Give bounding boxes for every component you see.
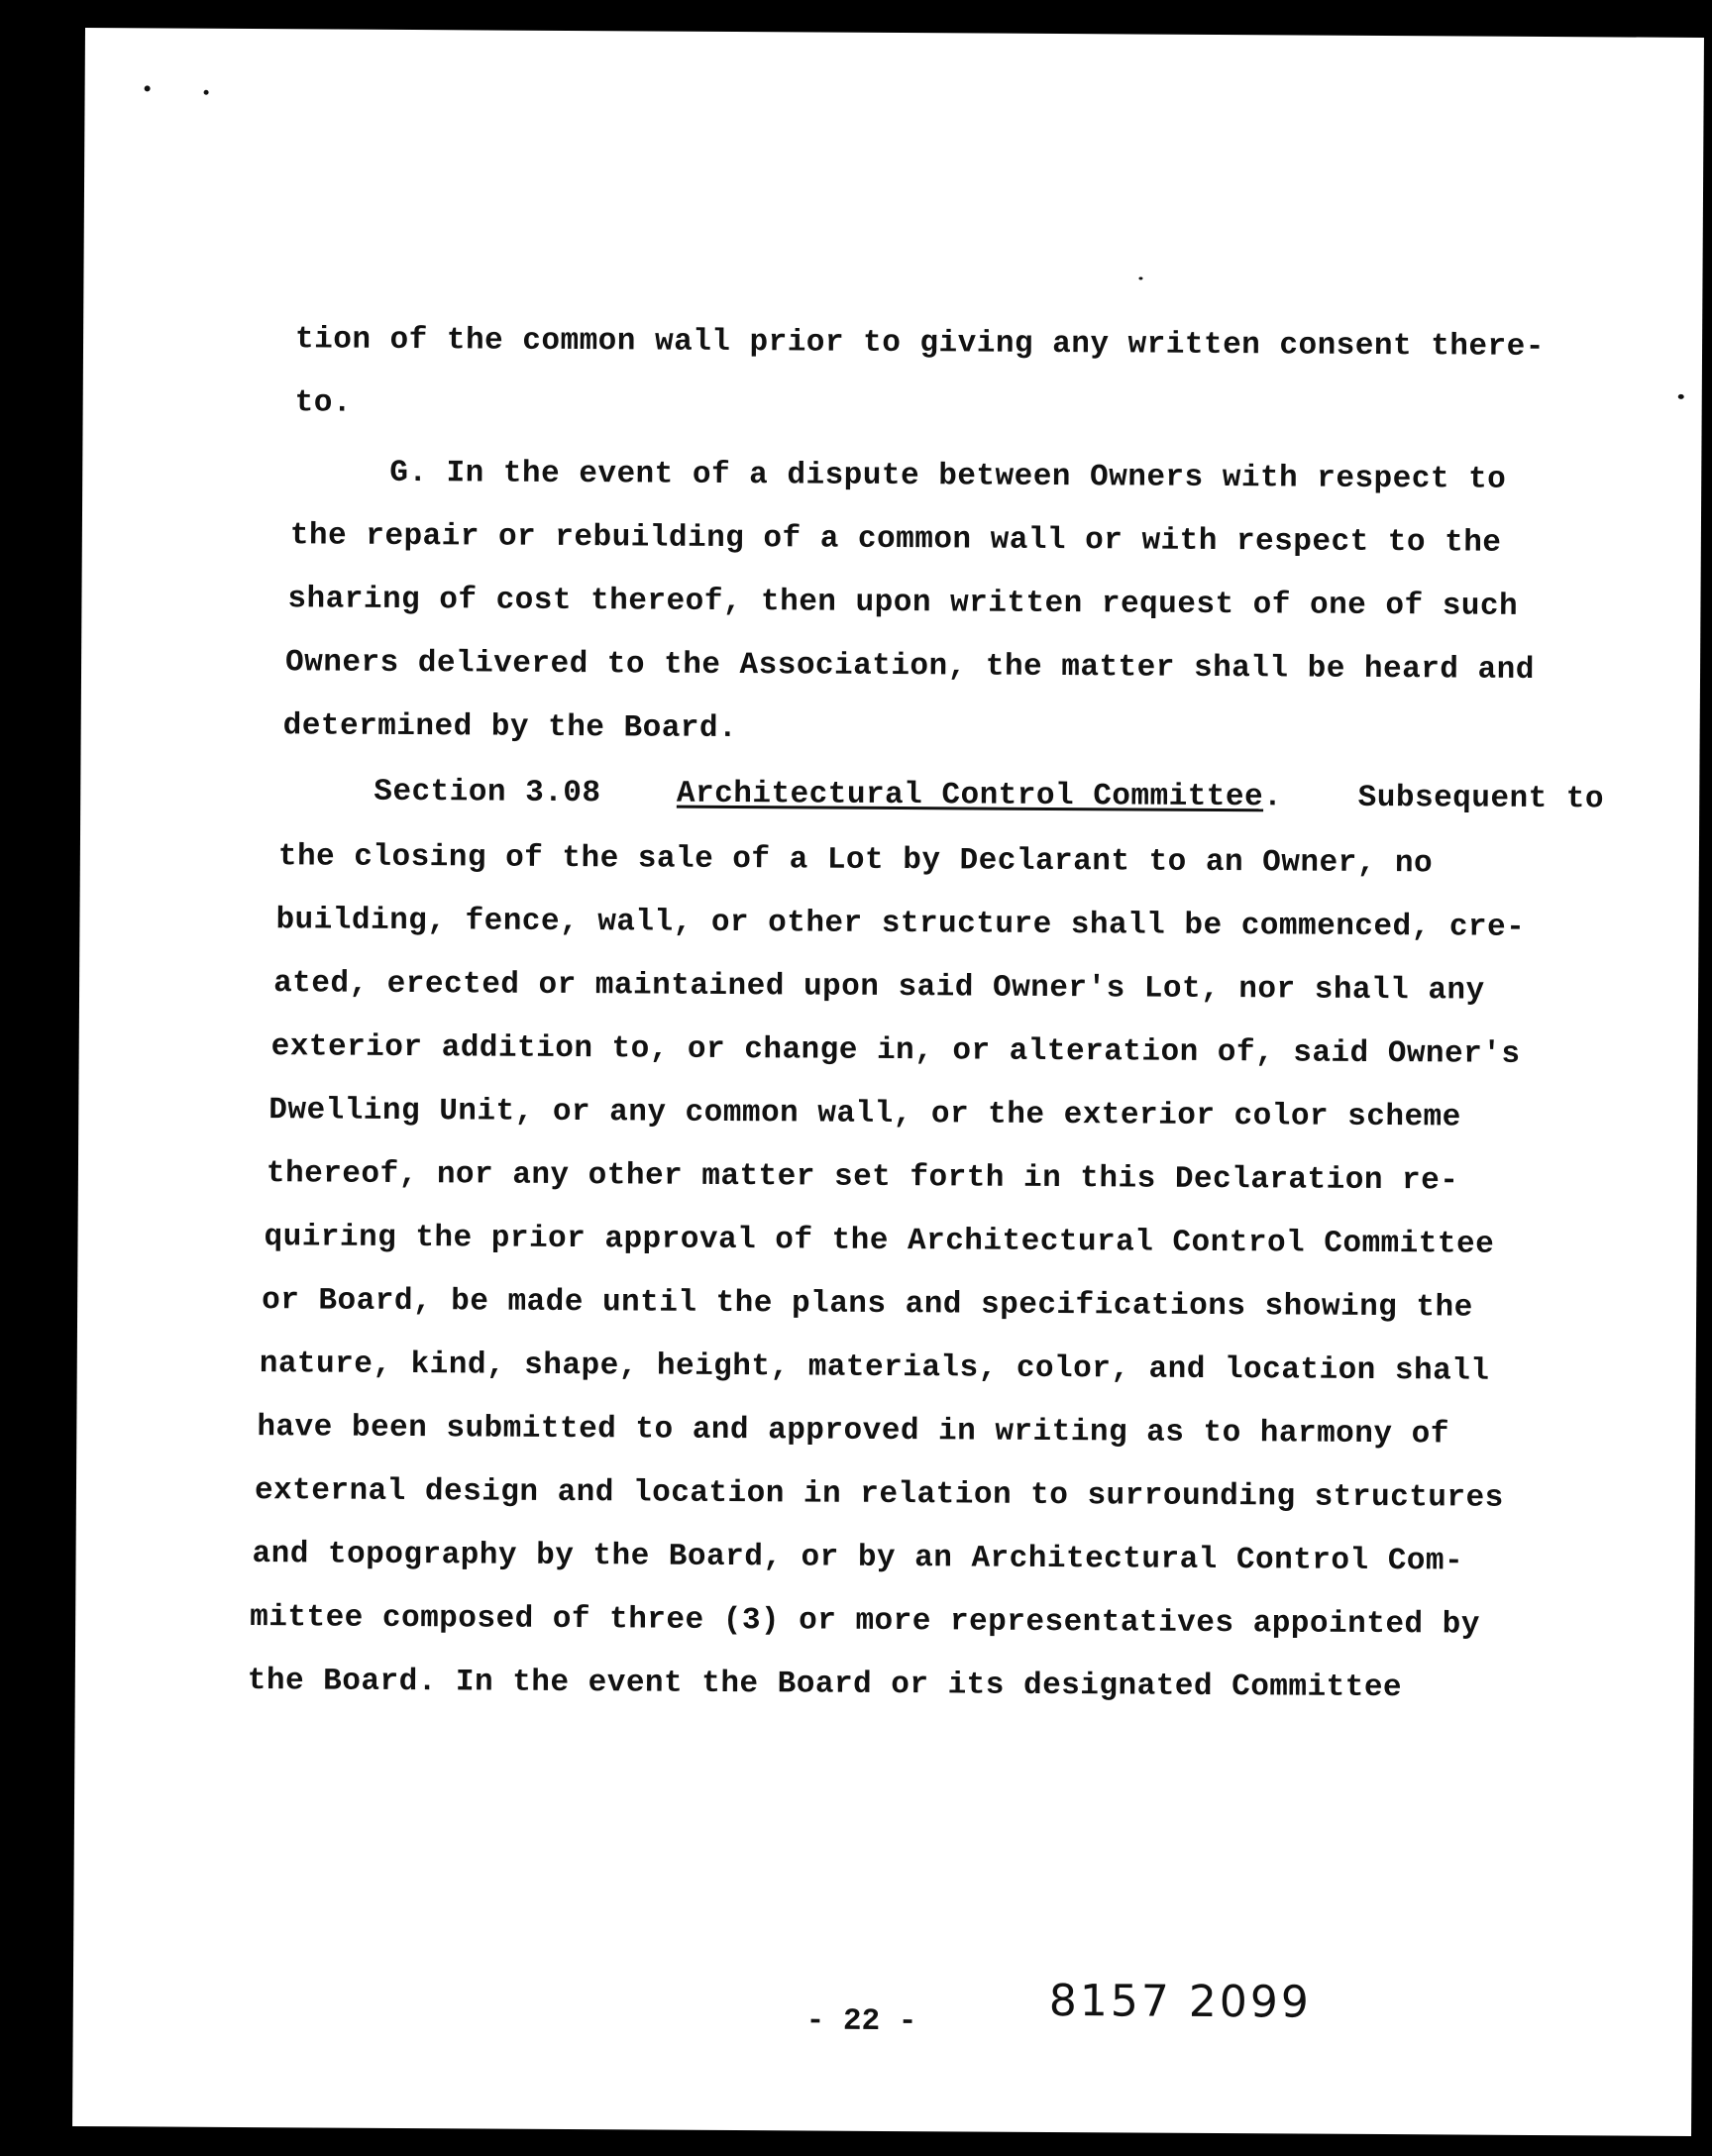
section-line-11: have been submitted to and approved in writing as to harmony of	[257, 1410, 1449, 1453]
scan-speck	[1678, 394, 1684, 399]
section-line-8: quiring the prior approval of the Architectural Control Committee	[264, 1220, 1495, 1262]
section-line-3: building, fence, wall, or other structure shall be commenced, cre-	[275, 903, 1526, 945]
section-line-2: the closing of the sale of a Lot by Declarant to an Owner, no	[277, 839, 1434, 882]
scan-speck	[1138, 277, 1142, 280]
section-line-12: external design and location in relation to surrounding structures	[254, 1473, 1504, 1516]
section-title: Architectural Control Committee	[676, 776, 1264, 815]
section-line-14: mittee composed of three (3) or more representatives appointed by	[250, 1600, 1480, 1643]
section-line-15: the Board. In the event the Board or its designated Committee	[247, 1664, 1403, 1706]
scan-speck	[204, 90, 209, 95]
scan-speck	[145, 85, 151, 91]
section-line-4: ated, erected or maintained upon said Owner's Lot, nor shall any	[273, 966, 1485, 1009]
section-title-period: .	[1263, 780, 1283, 815]
section-heading-line	[374, 773, 1604, 820]
section-lead-text: Subsequent to	[1357, 780, 1605, 817]
section-line-7: thereof, nor any other matter set forth in this Declaration re-	[266, 1156, 1459, 1199]
section-line-10: nature, kind, shape, height, materials, color, and location shall	[259, 1347, 1490, 1389]
text-line-2: to.	[294, 385, 353, 421]
section-line-5: exterior addition to, or change in, or alteration of, said Owner's	[270, 1029, 1521, 1072]
section-number: Section 3.08	[374, 774, 601, 811]
paragraph-g-line-3: sharing of cost thereof, then upon written request of one of such	[287, 582, 1519, 624]
document-reference-number: 8157 2099	[1048, 1975, 1312, 2028]
paragraph-g-line-2: the repair or rebuilding of a common wall or with respect to the	[289, 518, 1502, 561]
text-line-1: tion of the common wall prior to giving any written consent there-	[294, 322, 1545, 366]
paragraph-g-line-5: determined by the Board.	[282, 708, 738, 747]
section-line-6: Dwelling Unit, or any common wall, or the exterior color scheme	[268, 1093, 1461, 1135]
paragraph-g-line-4: Owners delivered to the Association, the matter shall be heard and	[284, 645, 1535, 688]
page-number: - 22 -	[805, 2003, 917, 2040]
paragraph-g-line-1: G. In the event of a dispute between Owners with respect to	[389, 455, 1507, 497]
section-line-9: or Board, be made until the plans and specifications showing the	[262, 1283, 1473, 1326]
section-line-13: and topography by the Board, or by an Architectural Control Com-	[252, 1537, 1464, 1579]
scanned-page	[72, 28, 1704, 2136]
